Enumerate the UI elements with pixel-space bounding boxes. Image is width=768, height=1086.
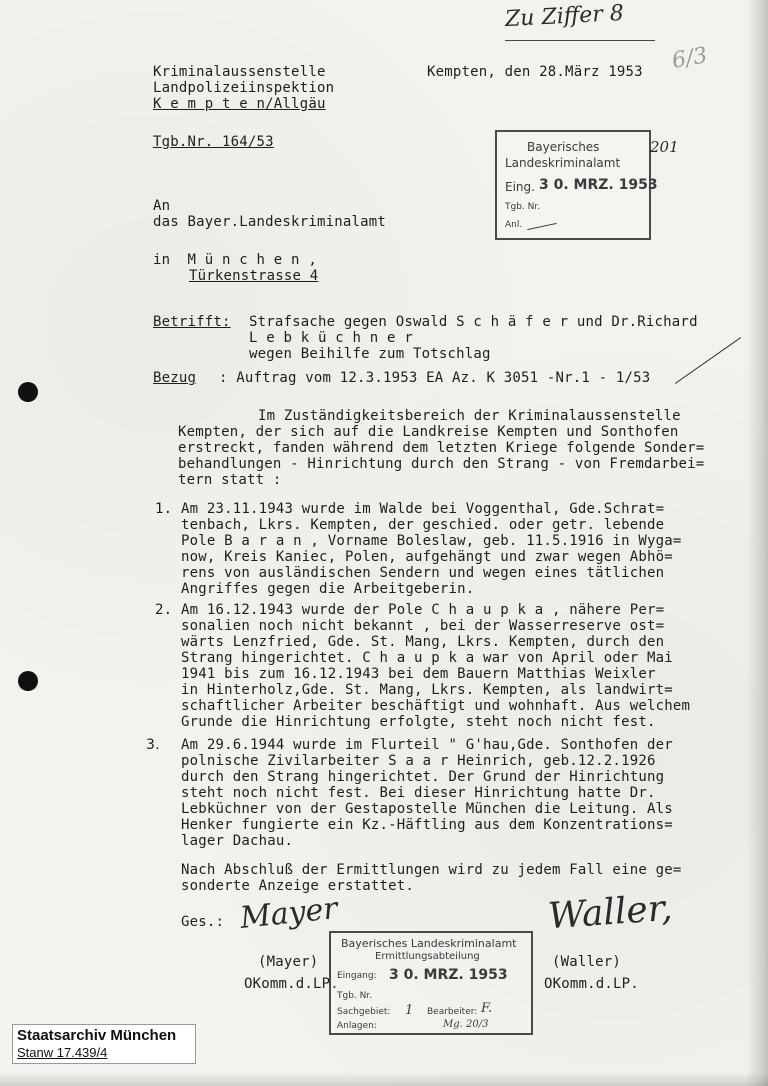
- handwritten-slash: [675, 337, 741, 384]
- place-date: Kempten, den 28.März 1953: [427, 64, 643, 80]
- punch-hole-bottom: [18, 671, 38, 691]
- betrifft-label: Betrifft:: [153, 314, 231, 330]
- handwritten-corner-mark: 6/3: [670, 43, 710, 74]
- signature-left-rank: OKomm.d.LP.: [244, 976, 339, 992]
- item-3-line: Lebküchner von der Gestapostelle München die Leitung. Als: [181, 801, 673, 817]
- item-2-line: sonalien noch nicht bekannt , bei der Wasserreserve ost=: [181, 618, 665, 634]
- intro-line: tern statt :: [178, 472, 282, 488]
- item-3-line: Henker fungierte ein Kz.-Häftling aus dem Konzentrations=: [181, 817, 673, 833]
- stamp-bottom-tgb-label: Tgb. Nr.: [337, 991, 373, 1001]
- address-recipient: das Bayer.Landeskriminalamt: [153, 214, 386, 230]
- stamp-bottom-line1: Bayerisches Landeskriminalamt: [341, 937, 517, 950]
- stamp-bottom-bearbeiter-signature: F.: [481, 1001, 493, 1016]
- sender-line-2: Landpolizeiinspektion: [153, 80, 335, 96]
- item-2-line: 1941 bis zum 16.12.1943 bei dem Bauern Matthias Weixler: [181, 666, 656, 682]
- betrifft-line-3: wegen Beihilfe zum Totschlag: [249, 346, 491, 362]
- item-2-line: schaftlicher Arbeiter beschäftigt und wohnhaft. Aus welchem: [181, 698, 691, 714]
- stamp-top-line2: Landeskriminalamt: [505, 156, 621, 170]
- intro-line: erstreckt, fanden während dem letzten Kriege folgende Sonder=: [178, 440, 705, 456]
- intro-line: Im Zuständigkeitsbereich der Kriminalaussenstelle: [258, 408, 681, 424]
- address-an: An: [153, 198, 171, 214]
- sender-line-3: K e m p t e n/Allgäu: [153, 96, 326, 112]
- signature-right-rank: OKomm.d.LP.: [544, 976, 639, 992]
- item-1-line: now, Kreis Kaniec, Polen, aufgehängt und zwar wegen Abhö=: [181, 549, 673, 565]
- stamp-top-anl-label: Anl.: [505, 220, 523, 230]
- stamp-bottom-eingang-label: Eingang:: [337, 971, 377, 981]
- item-2-line: Strang hingerichtet. C h a u p k a war von April oder Mai: [181, 650, 673, 666]
- handwritten-underline: [505, 40, 655, 42]
- closing-line: Nach Abschluß der Ermittlungen wird zu jedem Fall eine ge=: [181, 862, 682, 878]
- punch-hole-top: [18, 382, 38, 402]
- handwritten-top-note: Zu Ziffer 8: [504, 0, 625, 33]
- stamp-bottom-anlagen-label: Anlagen:: [337, 1021, 377, 1031]
- item-2-line: in Hinterholz,Gde. St. Mang, Lkrs. Kempten, als landwirt=: [181, 682, 673, 698]
- stamp-bottom-anlagen-signature: Mg. 20/3: [443, 1019, 489, 1030]
- address-street: Türkenstrasse 4: [189, 268, 319, 284]
- sender-line-1: Kriminalaussenstelle: [153, 64, 326, 80]
- stamp-top-eing-label: Eing.: [505, 180, 535, 194]
- item-3-line: Am 29.6.1944 wurde im Flurteil " G'hau,Gde. Sonthofen der: [181, 737, 673, 753]
- stamp-top-line1: Bayerisches: [527, 140, 600, 154]
- received-stamp-top: [495, 130, 658, 240]
- item-3-line: polnische Zivilarbeiter S a a r Heinrich, geb.12.2.1926: [181, 753, 656, 769]
- handwritten-stamp-mark: 201: [650, 138, 679, 156]
- archive-label: [12, 1024, 196, 1064]
- closing-line: sonderte Anzeige erstattet.: [181, 878, 414, 894]
- signature-right: Waller,: [546, 887, 674, 938]
- ges-label: Ges.:: [181, 914, 225, 930]
- item-3-line: lager Dachau.: [181, 833, 294, 849]
- item-2-line: wärts Lenzfried, Gde. St. Mang, Lkrs. Kempten, durch den: [181, 634, 665, 650]
- betrifft-line-1: Strafsache gegen Oswald S c h ä f e r und Dr.Richard: [249, 314, 698, 330]
- item-1-line: Pole B a r a n , Vorname Boleslaw, geb. 11.5.1916 in Wyga=: [181, 533, 682, 549]
- item-1-line: Am 23.11.1943 wurde im Walde bei Voggenthal, Gde.Schrat=: [181, 501, 665, 517]
- item-1-number: 1.: [155, 501, 173, 517]
- item-3-number: 3.: [146, 737, 160, 753]
- intro-line: Kempten, der sich auf die Landkreise Kempten und Sonthofen: [178, 424, 679, 440]
- signature-left: Mayer: [238, 890, 340, 937]
- item-2-line: Grunde die Hinrichtung erfolgte, steht noch nicht fest.: [181, 714, 656, 730]
- item-1-line: tenbach, Lkrs. Kempten, der geschied. oder getr. lebende: [181, 517, 665, 533]
- signature-right-name: (Waller): [552, 954, 622, 970]
- reference-number: Tgb.Nr. 164/53: [153, 134, 274, 150]
- item-2-number: 2.: [155, 602, 173, 618]
- stamp-top-date: 3 0. MRZ. 1953: [539, 177, 658, 193]
- stamp-bottom-bearbeiter-label: Bearbeiter:: [427, 1007, 478, 1017]
- bezug-label: Bezug: [153, 370, 197, 386]
- page-edge-shadow: [746, 0, 768, 1086]
- stamp-bottom-sachgebiet-value: 1: [405, 1003, 414, 1018]
- archive-label-line2: Stanw 17.439/4: [17, 1045, 108, 1060]
- item-3-line: steht noch nicht fest. Bei dieser Hinrichtung hatte Dr.: [181, 785, 656, 801]
- page-bottom-shadow: [0, 1072, 768, 1086]
- betrifft-line-2: L e b k ü c h n e r: [249, 330, 413, 346]
- stamp-bottom-date: 3 0. MRZ. 1953: [389, 967, 508, 983]
- bezug-text: : Auftrag vom 12.3.1953 EA Az. K 3051 -Nr.1 - 1/53: [219, 370, 651, 386]
- item-2-line: Am 16.12.1943 wurde der Pole C h a u p k a , nähere Per=: [181, 602, 665, 618]
- signature-left-name: (Mayer): [258, 954, 319, 970]
- received-stamp-bottom: [329, 931, 533, 1035]
- stamp-top-tgb-label: Tgb. Nr.: [505, 202, 541, 212]
- archive-label-line1: Staatsarchiv München: [17, 1027, 177, 1044]
- stamp-top-tick: [527, 223, 557, 230]
- item-3-line: durch den Strang hingerichtet. Der Grund der Hinrichtung: [181, 769, 665, 785]
- address-city: in M ü n c h e n ,: [153, 252, 317, 268]
- stamp-bottom-line2: Ermittlungsabteilung: [375, 951, 480, 962]
- item-1-line: rens von ausländischen Sendern und wegen eines tätlichen: [181, 565, 665, 581]
- stamp-bottom-sachgebiet-label: Sachgebiet:: [337, 1007, 391, 1017]
- item-1-line: Angriffes gegen die Arbeitgeberin.: [181, 581, 475, 597]
- intro-line: behandlungen - Hinrichtung durch den Strang - von Fremdarbei=: [178, 456, 705, 472]
